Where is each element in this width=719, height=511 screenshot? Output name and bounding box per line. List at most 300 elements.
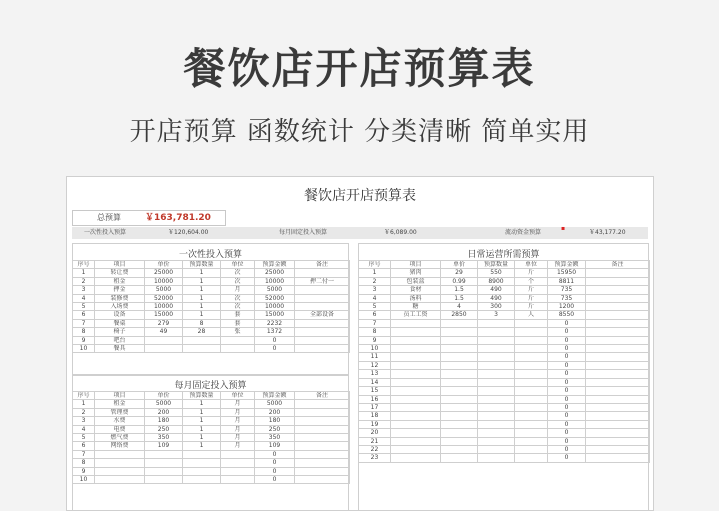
monthly-summary-value[interactable]: ￥6,089.00 [384,229,417,236]
table-cell[interactable] [586,353,650,361]
table-cell[interactable]: 1.5 [441,294,478,302]
column-header[interactable]: 预算金额 [255,392,295,400]
table-cell[interactable] [586,269,650,277]
table-cell[interactable] [586,311,650,319]
table-cell[interactable]: 5000 [145,286,183,294]
table-cell[interactable] [441,319,478,327]
table-cell[interactable]: 0 [548,345,586,353]
table-cell[interactable] [478,336,515,344]
table-cell[interactable]: 斤 [515,269,548,277]
table-cell[interactable]: 餐桌 [95,319,145,327]
column-header[interactable]: 预算数量 [183,392,221,400]
table-cell[interactable] [295,328,350,336]
table-cell[interactable] [441,361,478,369]
table-cell[interactable]: 1372 [255,328,295,336]
table-cell[interactable] [515,328,548,336]
table-cell[interactable] [478,345,515,353]
table-cell[interactable] [515,412,548,420]
table-cell[interactable] [586,345,650,353]
table-cell[interactable] [391,437,441,445]
table-cell[interactable] [586,303,650,311]
table-cell[interactable]: 个 [515,277,548,285]
table-cell[interactable] [586,319,650,327]
one-time-summary-value[interactable]: ￥120,604.00 [168,229,209,236]
table-cell[interactable] [515,345,548,353]
table-cell[interactable]: 19 [359,420,391,428]
table-cell[interactable] [441,395,478,403]
table-cell[interactable]: 0 [548,353,586,361]
table-cell[interactable] [441,403,478,411]
table-cell[interactable]: 3 [73,417,95,425]
table-cell[interactable]: 10000 [145,277,183,285]
table-cell[interactable]: 1 [183,311,221,319]
table-cell[interactable] [391,353,441,361]
table-cell[interactable]: 次 [221,269,255,277]
table-cell[interactable]: 11 [359,353,391,361]
table-cell[interactable]: 1 [73,269,95,277]
table-cell[interactable]: 0 [548,454,586,462]
table-cell[interactable]: 9 [359,336,391,344]
table-cell[interactable]: 5 [359,303,391,311]
table-cell[interactable] [515,437,548,445]
table-cell[interactable]: 15000 [145,311,183,319]
table-cell[interactable] [391,328,441,336]
table-cell[interactable]: 13 [359,370,391,378]
table-cell[interactable] [221,459,255,467]
table-cell[interactable] [478,437,515,445]
table-cell[interactable]: 8 [359,328,391,336]
table-cell[interactable] [391,319,441,327]
table-cell[interactable]: 0 [548,429,586,437]
table-cell[interactable]: 5000 [255,400,295,408]
table-cell[interactable] [478,395,515,403]
table-cell[interactable] [586,370,650,378]
table-cell[interactable]: 0 [548,370,586,378]
table-cell[interactable] [478,445,515,453]
table-cell[interactable] [295,467,350,475]
table-cell[interactable] [295,450,350,458]
table-cell[interactable] [145,476,183,484]
table-cell[interactable] [478,328,515,336]
table-cell[interactable] [391,361,441,369]
table-cell[interactable]: 吧台 [95,336,145,344]
column-header[interactable]: 备注 [295,261,350,269]
table-cell[interactable] [441,437,478,445]
table-cell[interactable]: 12 [359,361,391,369]
table-cell[interactable] [441,387,478,395]
table-cell[interactable]: 租金 [95,400,145,408]
table-cell[interactable]: 7 [73,319,95,327]
column-header[interactable]: 单位 [221,392,255,400]
table-cell[interactable]: 6 [73,311,95,319]
column-header[interactable]: 备注 [295,392,350,400]
table-cell[interactable]: 1 [359,269,391,277]
table-cell[interactable]: 0 [255,476,295,484]
table-cell[interactable]: 1200 [548,303,586,311]
table-cell[interactable]: 9 [73,336,95,344]
table-cell[interactable] [515,387,548,395]
table-cell[interactable] [95,476,145,484]
table-cell[interactable] [145,345,183,353]
table-cell[interactable] [441,345,478,353]
table-cell[interactable] [391,454,441,462]
column-header[interactable]: 单价 [145,261,183,269]
table-cell[interactable]: 5000 [145,400,183,408]
table-cell[interactable] [391,429,441,437]
table-cell[interactable]: 28 [183,328,221,336]
table-cell[interactable]: 10 [359,345,391,353]
table-cell[interactable]: 次 [221,303,255,311]
table-cell[interactable] [515,395,548,403]
table-cell[interactable]: 1 [183,277,221,285]
table-cell[interactable] [586,378,650,386]
table-cell[interactable]: 0 [548,378,586,386]
table-cell[interactable]: 次 [221,294,255,302]
table-cell[interactable] [295,345,350,353]
table-cell[interactable] [295,319,350,327]
table-cell[interactable] [586,336,650,344]
column-header[interactable]: 单位 [221,261,255,269]
table-cell[interactable]: 员工工资 [391,311,441,319]
table-cell[interactable] [515,420,548,428]
table-cell[interactable]: 10 [73,476,95,484]
table-cell[interactable]: 279 [145,319,183,327]
table-cell[interactable] [515,403,548,411]
table-cell[interactable]: 8550 [548,311,586,319]
table-cell[interactable]: 0 [548,361,586,369]
table-cell[interactable]: 18 [359,412,391,420]
table-cell[interactable]: 0 [548,412,586,420]
column-header[interactable]: 项目 [95,392,145,400]
table-cell[interactable]: 735 [548,286,586,294]
table-cell[interactable] [441,328,478,336]
table-cell[interactable]: 0 [548,445,586,453]
table-cell[interactable]: 250 [255,425,295,433]
table-cell[interactable]: 1 [183,425,221,433]
table-cell[interactable]: 200 [255,408,295,416]
table-cell[interactable]: 0 [548,387,586,395]
table-cell[interactable]: 2232 [255,319,295,327]
table-cell[interactable] [295,408,350,416]
table-cell[interactable]: 7 [73,450,95,458]
table-cell[interactable]: 1 [183,303,221,311]
table-cell[interactable]: 2 [359,277,391,285]
table-cell[interactable] [391,395,441,403]
table-cell[interactable]: 5 [73,303,95,311]
table-cell[interactable]: 月 [221,434,255,442]
table-cell[interactable]: 20 [359,429,391,437]
table-cell[interactable]: 109 [145,442,183,450]
total-budget-value[interactable]: ￥163,781.20 [145,213,211,223]
table-cell[interactable]: 9 [73,467,95,475]
table-cell[interactable]: 1 [73,400,95,408]
table-cell[interactable] [478,361,515,369]
table-cell[interactable]: 套 [221,319,255,327]
table-cell[interactable]: 管理费 [95,408,145,416]
table-cell[interactable]: 3 [73,286,95,294]
table-cell[interactable]: 8 [73,459,95,467]
table-cell[interactable]: 1 [183,417,221,425]
table-cell[interactable]: 10 [73,345,95,353]
table-cell[interactable] [295,459,350,467]
table-cell[interactable]: 8 [183,319,221,327]
table-cell[interactable]: 0 [548,437,586,445]
table-cell[interactable] [183,476,221,484]
table-cell[interactable]: 1 [183,269,221,277]
table-cell[interactable]: 21 [359,437,391,445]
table-cell[interactable] [586,286,650,294]
table-cell[interactable] [391,387,441,395]
table-cell[interactable] [295,476,350,484]
table-cell[interactable] [295,303,350,311]
table-cell[interactable] [221,467,255,475]
table-cell[interactable]: 0 [255,450,295,458]
table-cell[interactable]: 1 [183,286,221,294]
table-cell[interactable]: 押金 [95,286,145,294]
table-cell[interactable] [586,429,650,437]
table-cell[interactable]: 5 [73,434,95,442]
table-cell[interactable] [295,294,350,302]
table-cell[interactable]: 租金 [95,277,145,285]
column-header[interactable]: 预算金额 [255,261,295,269]
table-cell[interactable]: 490 [478,286,515,294]
table-cell[interactable]: 3 [478,311,515,319]
table-cell[interactable] [391,403,441,411]
table-cell[interactable] [441,454,478,462]
table-cell[interactable] [586,412,650,420]
table-cell[interactable]: 15 [359,387,391,395]
column-header[interactable]: 序号 [73,261,95,269]
table-cell[interactable] [515,361,548,369]
column-header[interactable]: 项目 [391,261,441,269]
table-cell[interactable]: 29 [441,269,478,277]
table-cell[interactable] [586,437,650,445]
table-cell[interactable] [586,277,650,285]
table-cell[interactable] [515,353,548,361]
table-cell[interactable] [95,450,145,458]
table-cell[interactable] [183,345,221,353]
table-cell[interactable] [183,450,221,458]
table-cell[interactable] [145,459,183,467]
table-cell[interactable]: 斤 [515,294,548,302]
table-cell[interactable]: 2850 [441,311,478,319]
table-cell[interactable]: 猪肉 [391,269,441,277]
table-cell[interactable] [221,476,255,484]
table-cell[interactable]: 包装盒 [391,277,441,285]
table-cell[interactable] [295,286,350,294]
table-cell[interactable]: 10000 [145,303,183,311]
table-cell[interactable] [586,420,650,428]
table-cell[interactable] [145,336,183,344]
table-cell[interactable]: 1.5 [441,286,478,294]
table-cell[interactable]: 月 [221,400,255,408]
table-cell[interactable]: 4 [73,425,95,433]
table-cell[interactable] [478,412,515,420]
table-cell[interactable] [391,370,441,378]
table-cell[interactable]: 180 [145,417,183,425]
table-cell[interactable]: 52000 [145,294,183,302]
table-cell[interactable] [441,420,478,428]
table-cell[interactable] [478,353,515,361]
table-cell[interactable] [441,370,478,378]
table-cell[interactable]: 1 [183,434,221,442]
table-cell[interactable] [478,378,515,386]
table-cell[interactable] [586,328,650,336]
table-cell[interactable] [391,345,441,353]
table-cell[interactable] [478,454,515,462]
table-cell[interactable] [391,420,441,428]
table-cell[interactable]: 15000 [255,311,295,319]
table-cell[interactable] [586,387,650,395]
table-cell[interactable]: 52000 [255,294,295,302]
table-cell[interactable]: 22 [359,445,391,453]
table-cell[interactable]: 电费 [95,425,145,433]
table-cell[interactable]: 斤 [515,303,548,311]
table-cell[interactable] [515,454,548,462]
table-cell[interactable] [515,370,548,378]
table-cell[interactable] [515,445,548,453]
table-cell[interactable] [478,403,515,411]
table-cell[interactable]: 0 [255,336,295,344]
column-header[interactable]: 单位 [515,261,548,269]
table-cell[interactable]: 0.99 [441,277,478,285]
table-cell[interactable] [441,412,478,420]
cash-summary-value[interactable]: ￥43,177.20 [589,229,626,236]
table-cell[interactable]: 入场费 [95,303,145,311]
table-cell[interactable] [391,336,441,344]
column-header[interactable]: 预算数量 [183,261,221,269]
table-cell[interactable] [441,429,478,437]
table-cell[interactable]: 1 [183,408,221,416]
table-cell[interactable] [515,336,548,344]
column-header[interactable]: 单价 [441,261,478,269]
table-cell[interactable] [145,467,183,475]
table-cell[interactable]: 10000 [255,303,295,311]
table-cell[interactable]: 25000 [255,269,295,277]
table-cell[interactable] [441,378,478,386]
table-cell[interactable] [478,387,515,395]
table-cell[interactable]: 月 [221,442,255,450]
table-cell[interactable]: 张 [221,328,255,336]
table-cell[interactable] [391,445,441,453]
table-cell[interactable]: 0 [255,459,295,467]
column-header[interactable]: 单价 [145,392,183,400]
table-cell[interactable]: 3 [359,286,391,294]
table-cell[interactable]: 0 [548,336,586,344]
table-cell[interactable] [478,420,515,428]
table-cell[interactable]: 押二付一 [295,277,350,285]
table-cell[interactable] [183,336,221,344]
table-cell[interactable]: 735 [548,294,586,302]
table-cell[interactable] [586,403,650,411]
table-cell[interactable] [295,336,350,344]
table-cell[interactable] [95,459,145,467]
table-cell[interactable] [295,434,350,442]
table-cell[interactable]: 0 [255,345,295,353]
table-cell[interactable]: 16 [359,395,391,403]
table-cell[interactable] [183,459,221,467]
table-cell[interactable]: 4 [359,294,391,302]
table-cell[interactable]: 椅子 [95,328,145,336]
table-cell[interactable]: 14 [359,378,391,386]
table-cell[interactable] [441,336,478,344]
table-cell[interactable] [441,445,478,453]
table-cell[interactable]: 全部设备 [295,311,350,319]
table-cell[interactable]: 250 [145,425,183,433]
table-cell[interactable]: 套 [221,311,255,319]
table-cell[interactable]: 4 [441,303,478,311]
table-cell[interactable]: 109 [255,442,295,450]
column-header[interactable]: 预算金额 [548,261,586,269]
table-cell[interactable]: 2 [73,408,95,416]
table-cell[interactable]: 食材 [391,286,441,294]
table-cell[interactable]: 8900 [478,277,515,285]
table-cell[interactable]: 550 [478,269,515,277]
table-cell[interactable]: 17 [359,403,391,411]
table-cell[interactable] [478,370,515,378]
table-cell[interactable] [586,294,650,302]
table-cell[interactable]: 0 [548,328,586,336]
table-cell[interactable] [391,378,441,386]
column-header[interactable]: 项目 [95,261,145,269]
table-cell[interactable]: 1 [183,400,221,408]
table-cell[interactable]: 水费 [95,417,145,425]
table-cell[interactable]: 23 [359,454,391,462]
table-cell[interactable]: 斤 [515,286,548,294]
table-cell[interactable]: 1 [183,294,221,302]
table-cell[interactable]: 25000 [145,269,183,277]
table-cell[interactable] [586,395,650,403]
table-cell[interactable]: 0 [548,395,586,403]
table-cell[interactable] [295,442,350,450]
column-header[interactable]: 序号 [73,392,95,400]
table-cell[interactable]: 490 [478,294,515,302]
table-cell[interactable]: 0 [548,420,586,428]
table-cell[interactable] [183,467,221,475]
table-cell[interactable]: 200 [145,408,183,416]
table-cell[interactable]: 49 [145,328,183,336]
table-cell[interactable]: 次 [221,277,255,285]
column-header[interactable]: 备注 [586,261,650,269]
table-cell[interactable] [221,450,255,458]
table-cell[interactable] [295,269,350,277]
table-cell[interactable]: 人 [515,311,548,319]
table-cell[interactable]: 6 [73,442,95,450]
table-cell[interactable]: 月 [221,417,255,425]
table-cell[interactable]: 180 [255,417,295,425]
table-cell[interactable]: 15950 [548,269,586,277]
table-cell[interactable] [515,378,548,386]
table-cell[interactable] [391,412,441,420]
table-cell[interactable]: 燃气费 [95,434,145,442]
table-cell[interactable] [145,450,183,458]
table-cell[interactable]: 2 [73,277,95,285]
table-cell[interactable]: 300 [478,303,515,311]
table-cell[interactable] [586,445,650,453]
table-cell[interactable] [586,361,650,369]
table-cell[interactable]: 8811 [548,277,586,285]
table-cell[interactable]: 350 [145,434,183,442]
table-cell[interactable] [441,353,478,361]
table-cell[interactable] [295,425,350,433]
table-cell[interactable]: 装修费 [95,294,145,302]
table-cell[interactable]: 网络费 [95,442,145,450]
table-cell[interactable]: 0 [255,467,295,475]
column-header[interactable]: 序号 [359,261,391,269]
table-cell[interactable]: 汤料 [391,294,441,302]
table-cell[interactable]: 4 [73,294,95,302]
table-cell[interactable]: 糖 [391,303,441,311]
